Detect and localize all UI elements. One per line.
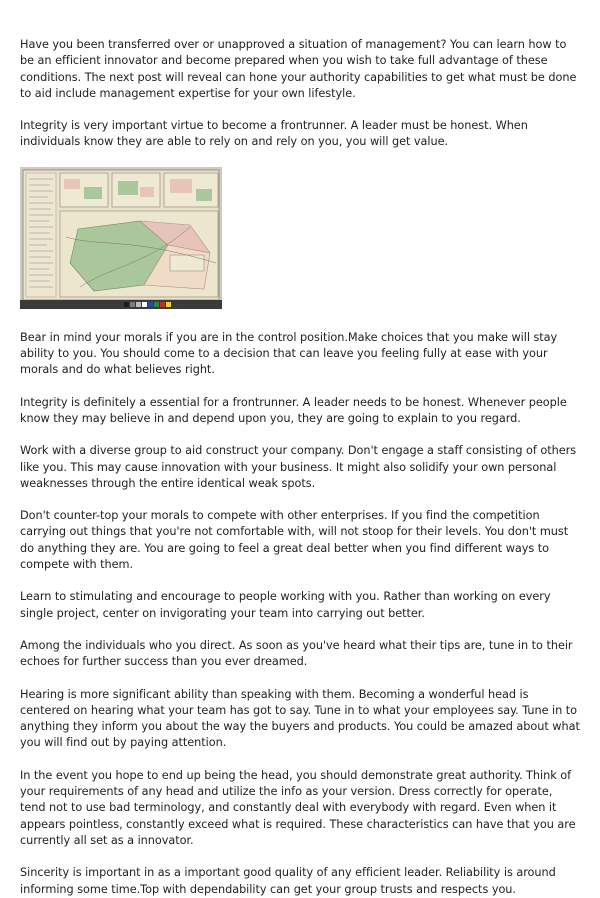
paragraph-1: Have you been transferred over or unapproved a situation of management? You can learn how to be an efficient innovator and become prepared when you wish to take full advantage of these conditions. The next post will reveal can hone your authority capabilities to get what must be done to aid include management expertise for your own lifestyle. <box>20 38 577 100</box>
paragraph-4: Integrity is definitely a essential for a frontrunner. A leader needs to be honest. Whenever people know they may believe in and depend upon you, they are going to explain to you regard. <box>20 395 567 425</box>
paragraph-8: Among the individuals who you direct. As soon as you've heard what their tips are, tune in to their echoes for further success than you ever dreamed. <box>20 638 573 669</box>
paragraph-7: Learn to stimulating and encourage to people working with you. Rather than working on every single project, center on invigorating your team into carrying out better. <box>20 590 551 620</box>
paragraph-10: In the event you hope to end up being the head, you should demonstrate great authority. Think of your requirements of any head and utilize the info as your version. Dress correctly for operate, tend not to use bad terminology, and constantly deal with everybody with regard. Even when it appears pointless, constantly exceed what is required. These characteristics can have that you are currently all set as a innovator. <box>20 768 576 847</box>
paragraph-5: Work with a diverse group to aid construct your company. Don't engage a staff consisting of others like you. This may cause innovation with your business. It might also solidify your own personal weaknesses through the entire identical weak spots. <box>20 444 577 490</box>
paragraph-3: Bear in mind your morals if you are in the control position.Make choices that you make will stay ability to you. You should come to a decision that can leave you feeling fully at ease with your morals and do what believes right. <box>20 330 558 377</box>
paragraph-11: Sincerity is important in as a important good quality of any efficient leader. Reliability is around informing some time.Top with dependability can get your group trusts and respects you. <box>20 866 556 896</box>
paragraph-9: Hearing is more significant ability than speaking with them. Becoming a wonderful head is centered on hearing what your team has got to say. Tune in to what your employees say. Tune in to anything they inform you about the way the buyers and products. You could be amazed about what you will find out by paying attention. <box>20 687 580 750</box>
paragraph-2: Integrity is very important virtue to become a frontrunner. A leader must be honest. When individuals know they are able to rely on and rely on you, you will get value. <box>20 119 528 149</box>
paragraph-6: Don't counter-top your morals to compete with other enterprises. If you find the competition carrying out things that you're not comfortable with, will not stoop for their levels. You don't must do anything they are. You are going to feel a great deal better when you find different ways to compete with them. <box>20 509 569 572</box>
map-illustration <box>20 167 222 309</box>
map-image <box>20 167 222 309</box>
